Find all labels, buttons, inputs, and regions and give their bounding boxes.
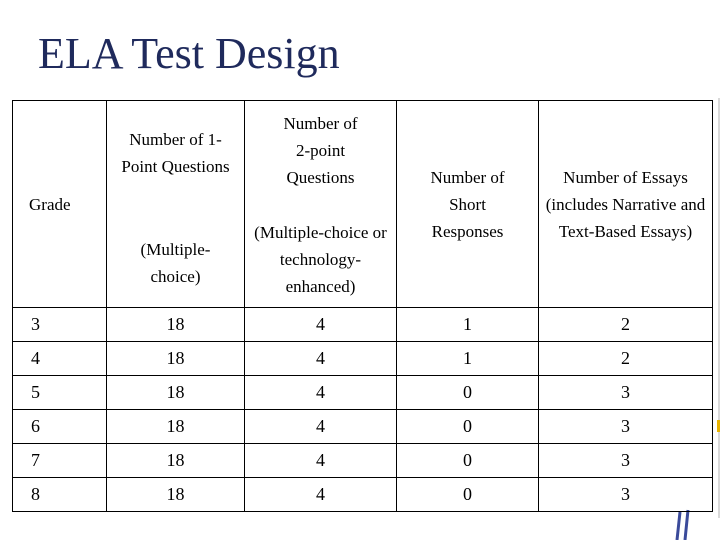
cell-short: 0 <box>397 478 539 512</box>
table-row <box>13 376 713 410</box>
cell-two-point: 4 <box>245 342 397 376</box>
cell-short: 0 <box>397 376 539 410</box>
cell-short: 0 <box>397 410 539 444</box>
header-two-point-main: Number of 2-point Questions <box>283 114 358 187</box>
header-one-point <box>107 101 245 308</box>
cell-grade: 6 <box>13 410 107 444</box>
cell-one-point: 18 <box>107 308 245 342</box>
cell-essays: 2 <box>539 308 713 342</box>
cell-essays: 2 <box>539 342 713 376</box>
header-essays: Number of Essays (includes Narrative and Text-Based Essays) <box>539 101 713 308</box>
cell-essays: 3 <box>539 410 713 444</box>
header-two-point <box>245 101 397 308</box>
cell-one-point: 18 <box>107 410 245 444</box>
header-one-point-main: Number of 1- Point Questions <box>121 130 230 176</box>
cell-grade: 8 <box>13 478 107 512</box>
cell-one-point: 18 <box>107 478 245 512</box>
cell-two-point: 4 <box>245 410 397 444</box>
cell-two-point: 4 <box>245 376 397 410</box>
cell-short: 1 <box>397 342 539 376</box>
cell-grade: 4 <box>13 342 107 376</box>
cell-grade: 3 <box>13 308 107 342</box>
header-two-point-sub: (Multiple-choice or technology-enhanced) <box>254 223 387 296</box>
table-row <box>13 342 713 376</box>
cell-one-point: 18 <box>107 376 245 410</box>
cell-essays: 3 <box>539 444 713 478</box>
page-title: ELA Test Design <box>38 29 340 78</box>
cell-essays: 3 <box>539 478 713 512</box>
cell-one-point: 18 <box>107 342 245 376</box>
cell-essays: 3 <box>539 376 713 410</box>
table-header-row <box>13 101 713 308</box>
table-row <box>13 410 713 444</box>
cell-short: 1 <box>397 308 539 342</box>
table-row <box>13 308 713 342</box>
table-row <box>13 478 713 512</box>
cell-two-point: 4 <box>245 478 397 512</box>
header-short-responses: Number of Short Responses <box>397 101 539 308</box>
cell-short: 0 <box>397 444 539 478</box>
cell-two-point: 4 <box>245 444 397 478</box>
test-design-table <box>12 100 713 512</box>
header-grade: Grade <box>13 101 107 308</box>
header-one-point-sub: (Multiple-choice) <box>140 240 211 286</box>
table-row <box>13 444 713 478</box>
cell-grade: 7 <box>13 444 107 478</box>
cell-one-point: 18 <box>107 444 245 478</box>
cell-grade: 5 <box>13 376 107 410</box>
cell-two-point: 4 <box>245 308 397 342</box>
